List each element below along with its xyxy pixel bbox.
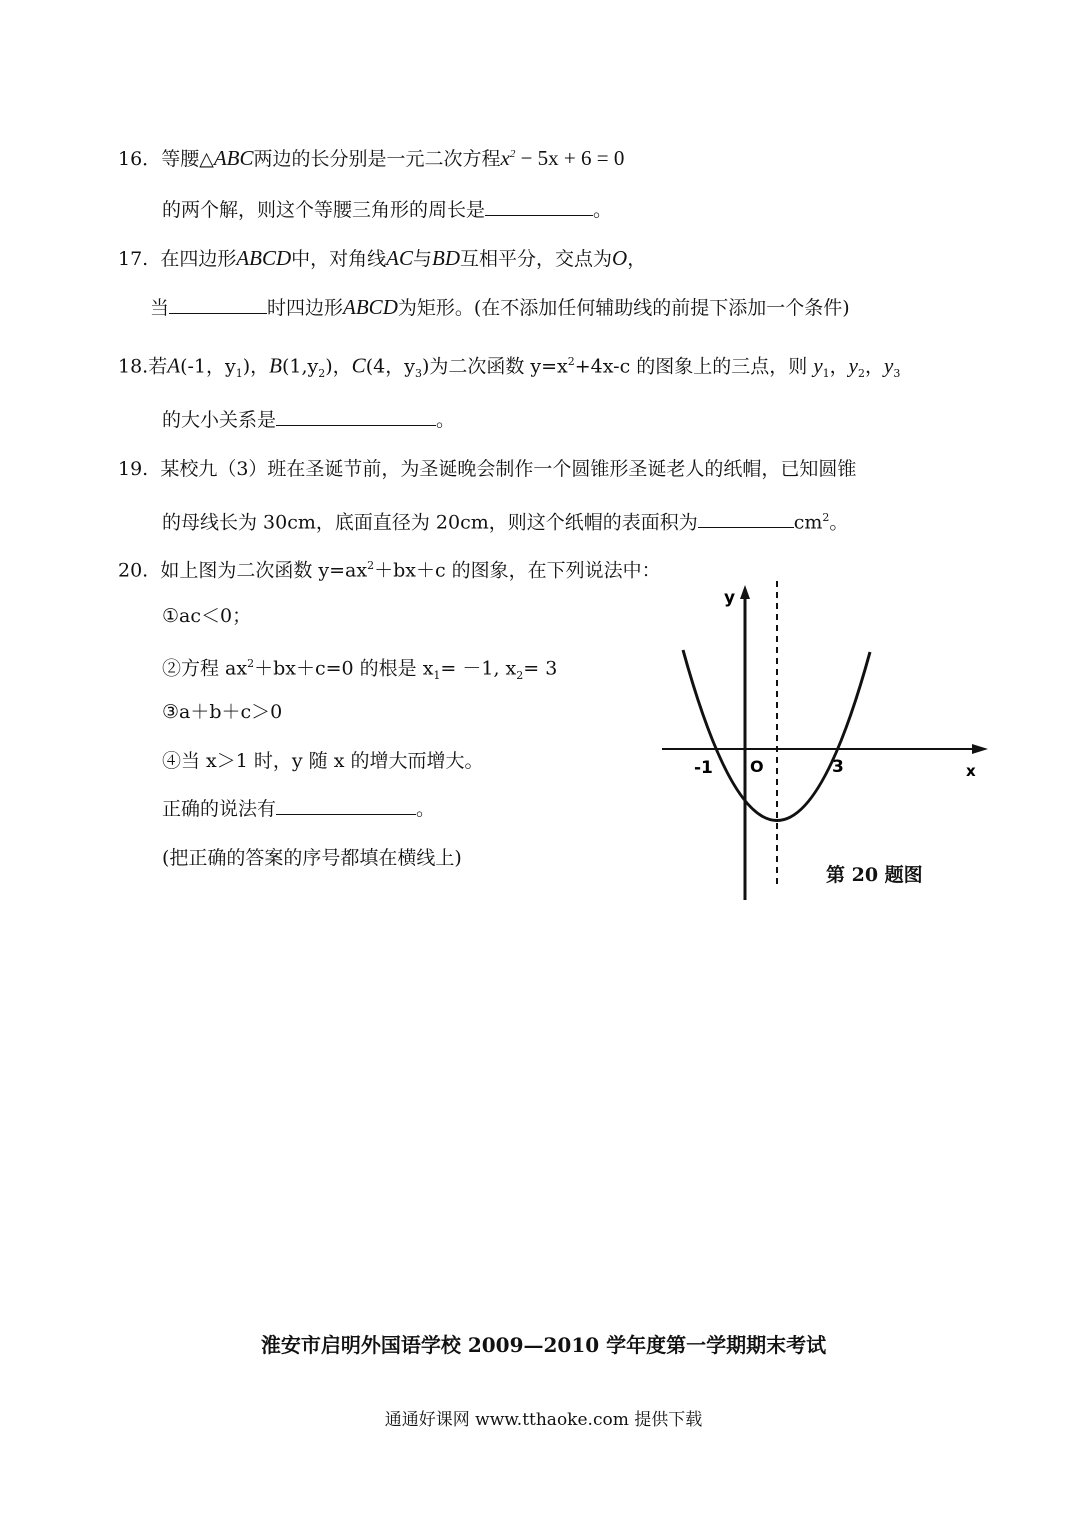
answer-blank-19[interactable] [698, 509, 794, 528]
question-number: 18. [118, 355, 149, 378]
question-16-line-2: 的两个解，则这个等腰三角形的周长是 。 [162, 199, 613, 221]
x-axis-arrow [972, 744, 988, 754]
y-axis-label: y [724, 588, 736, 608]
parabola-graph [650, 575, 1000, 915]
y-axis-arrow [740, 585, 750, 599]
exam-title: 淮安市启明外国语学校 2009—2010 学年度第一学期期末考试 [260, 1333, 827, 1357]
question-number: 17. [118, 248, 149, 270]
correct-statements-line: 正确的说法有 。 [162, 798, 436, 820]
question-20-intro: 20. 如上图为二次函数 $y=ax^2+bx+c$ 的图象，在下列说法中： [118, 559, 661, 582]
statement-1: ①ac＜0； [162, 605, 252, 627]
question-17-line-2: 当 时四边形ABCD为矩形。(在不添加任何辅助线的前提下添加一个条件) [150, 295, 850, 319]
question-18-line-1: 18.若A(-1，$y_1$)，$B(1,y_2)$，C(4，$y_3$)为二次函数 $y=x^2+4x-c$ 的图象上的三点，则 $y_1$，$y_2$，$y_3$ [118, 353, 901, 381]
triangle-symbol: △ [199, 148, 214, 170]
statement-2: ②方程 $ax^2+bx+c=0$ 的根是 $x_1= -1$, $x_2= 3$ [162, 657, 558, 683]
question-19-line-2: 的母线长为 30cm，底面直径为 20cm，则这个纸帽的表面积为 $cm^2$。 [162, 511, 849, 534]
equation-rest: − 5x + 6 = 0 [515, 146, 625, 170]
fill-instruction: (把正确的答案的序号都填在横线上) [162, 847, 462, 869]
statement-3: ③a＋b＋c＞0 [162, 701, 283, 723]
answer-blank-18[interactable] [276, 407, 436, 426]
question-number: 19. [118, 458, 149, 480]
question-17-line-1: 17. 在四边形ABCD中，对角线AC与BD互相平分，交点为O， [118, 246, 647, 270]
question-16-line-1: 16．等腰△ABC两边的长分别是一元二次方程$x^2 - 5x + 6 = 0$ [118, 146, 625, 170]
question-18-line-2: 的大小关系是 。 [162, 409, 456, 431]
tick-label-neg-one: -1 [694, 758, 713, 778]
origin-label: O [750, 757, 764, 776]
question-number: 16． [118, 148, 162, 170]
source-footer: 通通好课网 www.tthaoke.com 提供下载 [384, 1410, 703, 1430]
statement-4: ④当 x＞1 时，y 随 x 的增大而增大。 [162, 750, 484, 772]
tick-label-three: 3 [832, 757, 844, 777]
answer-blank-20[interactable] [276, 796, 416, 815]
question-number: 20. [118, 559, 149, 582]
x-axis-label: x [966, 762, 976, 780]
answer-blank-17[interactable] [169, 295, 267, 314]
figure-caption: 第 20 题图 [826, 864, 923, 886]
answer-blank-16[interactable] [485, 197, 593, 216]
question-19-line-1: 19. 某校九（3）班在圣诞节前，为圣诞晚会制作一个圆锥形圣诞老人的纸帽，已知圆锥 [118, 458, 857, 480]
equation: $x^2$ [500, 146, 516, 170]
